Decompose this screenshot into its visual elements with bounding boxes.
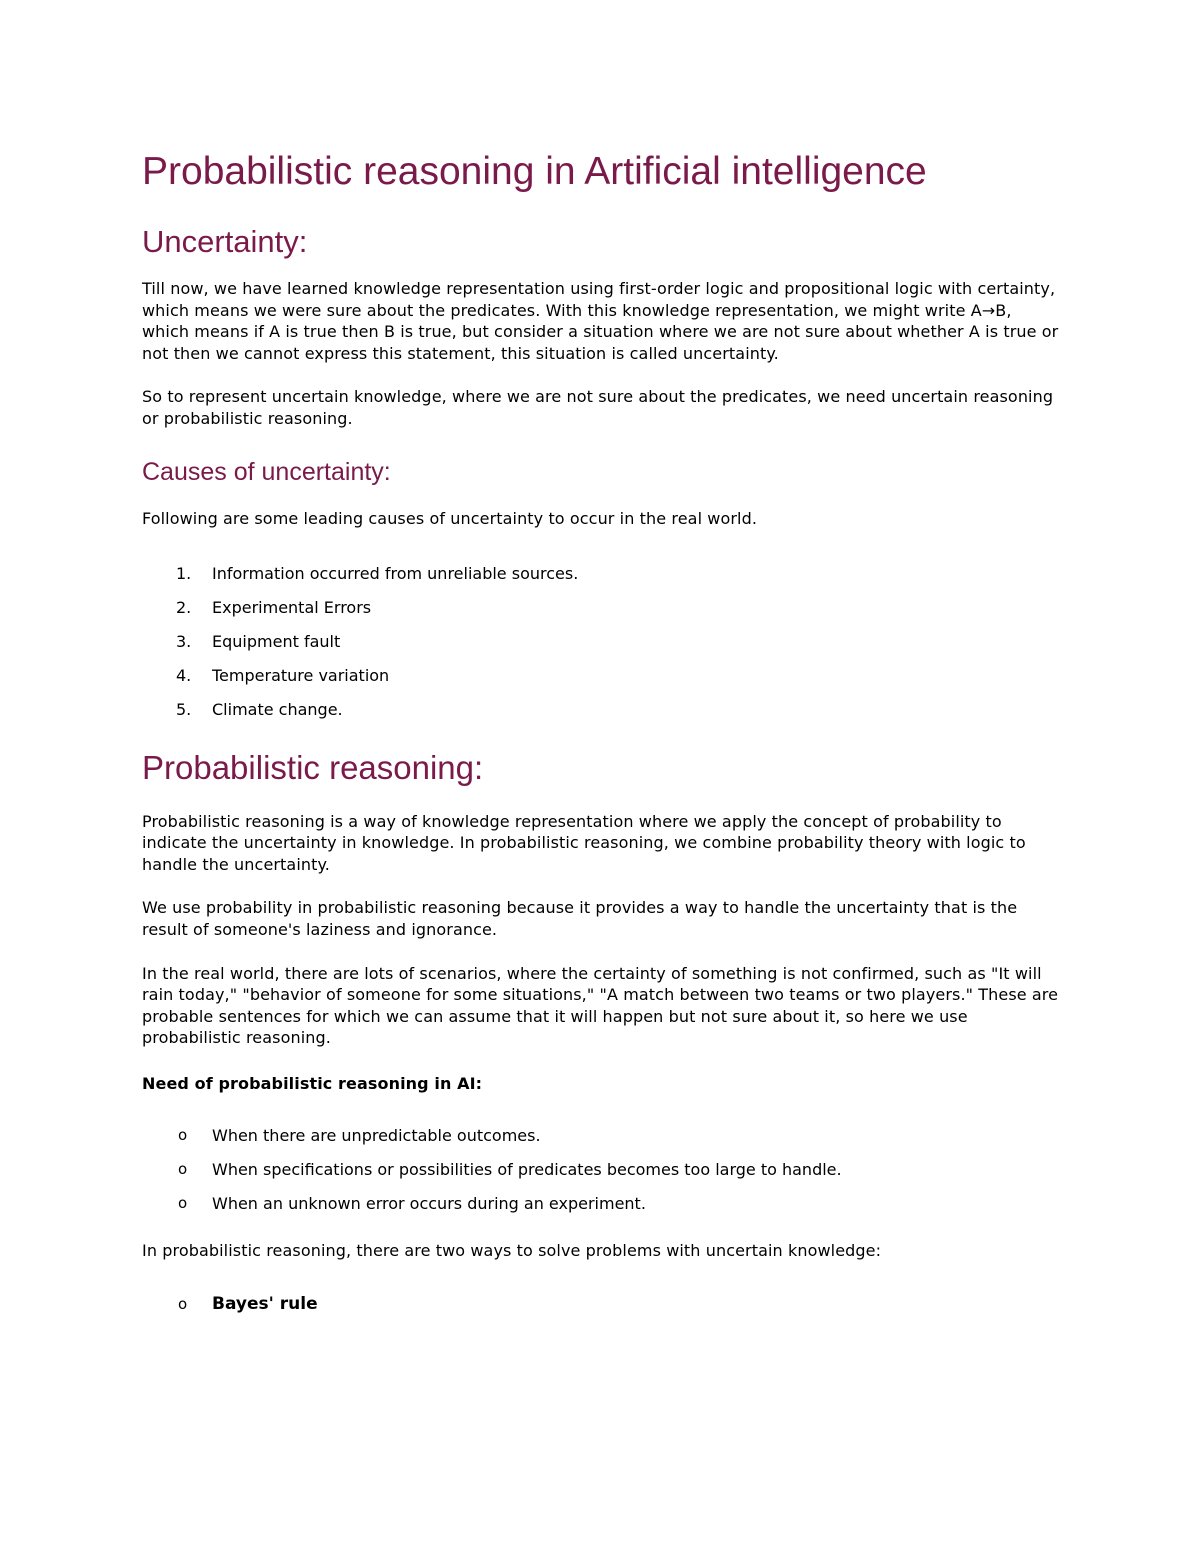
uncertainty-paragraph-2: So to represent uncertain knowledge, where we are not sure about the predicates, we need uncertain reasoning or probabilistic reasoning. [142,387,1054,428]
list-item-text: Bayes' rule [212,1293,318,1314]
list-item-text: When specifications or possibilities of predicates becomes too large to handle. [212,1159,842,1179]
probabilistic-paragraph-2: We use probability in probabilistic reasoning because it provides a way to handle the uncertainty that is the result of someone's laziness and ignorance. [142,898,1018,940]
list-item [142,1193,1062,1215]
causes-list [142,563,1062,721]
bullet-marker: o [178,1159,188,1178]
bullet-marker: o [178,1294,188,1313]
probabilistic-heading: Probabilistic reasoning: [142,748,484,786]
list-item [142,699,1062,721]
need-heading: Need of probabilistic reasoning in AI: [142,1074,483,1094]
list-item-text: When there are unpredictable outcomes. [212,1125,541,1145]
uncertainty-heading: Uncertainty: [142,224,308,259]
list-marker: 1. [176,564,192,584]
list-item-text: When an unknown error occurs during an experiment. [212,1193,646,1213]
list-item-text: Temperature variation [212,666,390,686]
probabilistic-paragraph-3: In the real world, there are lots of scenarios, where the certainty of something is not confirmed, such as "It will rain today," "behavior of someone for some situations," "A match between two teams or two players." These are probable sentences for which we can assume that it will happen but not sure about it, so here we use probabilistic reasoning. [142,963,1059,1048]
bullet-marker: o [178,1193,188,1212]
causes-heading: Causes of uncertainty: [142,457,391,486]
list-marker: 4. [176,666,192,686]
list-marker: 2. [176,598,192,618]
list-item [142,1159,1062,1181]
document-page [142,148,1062,1341]
list-item-text: Climate change. [212,700,343,720]
ways-intro: In probabilistic reasoning, there are two ways to solve problems with uncertain knowledge: [142,1241,882,1261]
page-title: Probabilistic reasoning in Artificial intelligence [142,150,927,193]
list-marker: 3. [176,632,192,652]
list-item-text: Experimental Errors [212,598,372,618]
list-item [142,1125,1062,1147]
ways-list [142,1294,1062,1316]
causes-intro: Following are some leading causes of uncertainty to occur in the real world. [142,508,758,528]
list-item [142,665,1062,687]
list-item [142,1294,1062,1316]
list-item [142,563,1062,585]
list-marker: 5. [176,700,192,720]
probabilistic-paragraph-1: Probabilistic reasoning is a way of knowledge representation where we apply the concept of probability to indicate the uncertainty in knowledge. In probabilistic reasoning, we combine probability theory with logic to handle the uncertainty. [142,811,1026,874]
list-item-text: Information occurred from unreliable sources. [212,564,579,584]
need-list [142,1125,1062,1215]
bullet-marker: o [178,1125,188,1144]
uncertainty-paragraph-1: Till now, we have learned knowledge representation using first-order logic and propositional logic with certainty, which means we were sure about the predicates. With this knowledge representation, we might write A→B, which means if A is true then B is true, but consider a situation where we are not sure about whether A is true or not then we cannot express this statement, this situation is called uncertainty. [142,279,1059,363]
list-item [142,631,1062,653]
list-item-text: Equipment fault [212,632,341,652]
list-item [142,597,1062,619]
